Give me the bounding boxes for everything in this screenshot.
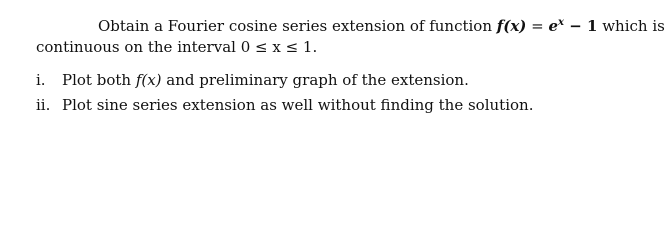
equals-sign: =: [526, 17, 549, 35]
list-item-number: i.: [36, 71, 46, 89]
list-item-text-before: Plot both: [62, 71, 136, 89]
question-line-1: [98, 14, 665, 35]
list-item-2: [36, 96, 533, 114]
question-tail-text: which is: [597, 17, 665, 35]
list-item-text-after: and preliminary graph of the extension.: [161, 71, 469, 89]
function-lhs: f(x): [496, 17, 527, 35]
function-equation: [497, 17, 598, 35]
function-exponent: x: [558, 17, 564, 28]
list-item-italic: f(x): [135, 71, 162, 89]
list-item-text: Plot sine series extension as well without finding the solution.: [62, 96, 534, 114]
question-lead-text: Obtain a Fourier cosine series extension of function: [98, 17, 497, 35]
question-line-2: continuous on the interval 0 ≤ x ≤ 1.: [36, 38, 318, 56]
list-item-number: ii.: [36, 96, 51, 114]
function-base: e: [548, 17, 559, 35]
list-item-1: [36, 71, 469, 89]
function-rest: − 1: [563, 17, 598, 35]
